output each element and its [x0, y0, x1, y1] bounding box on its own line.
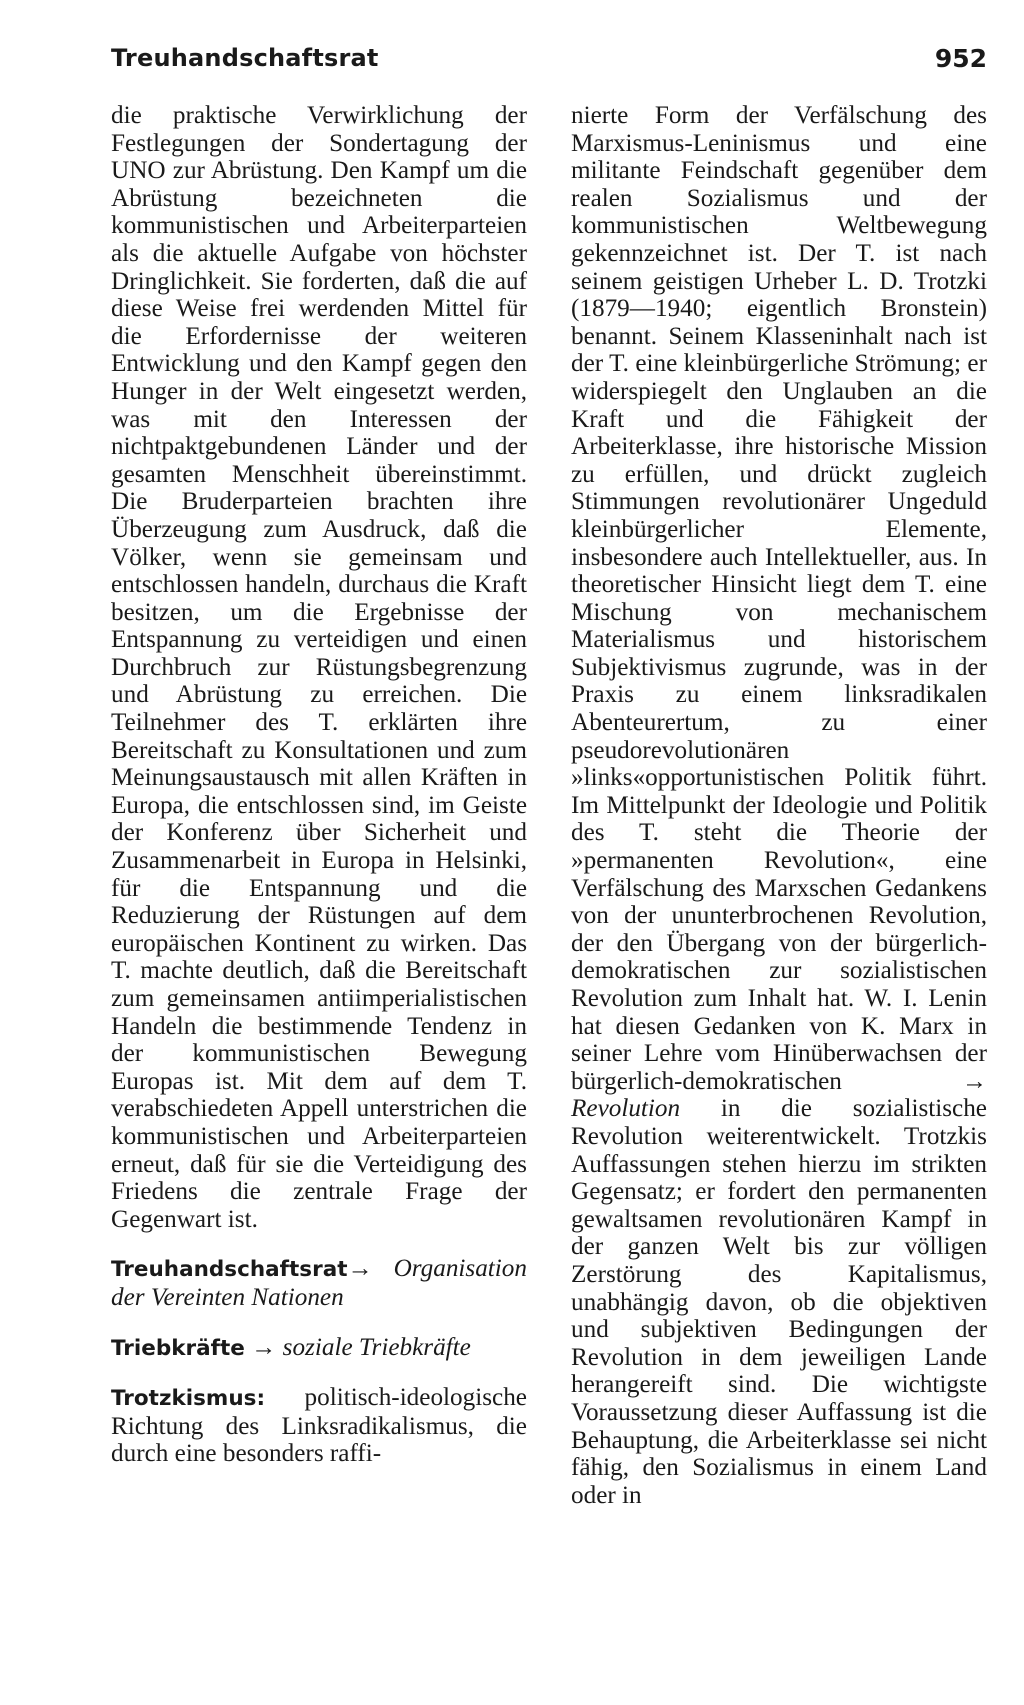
running-head: Treuhandschaftsrat [111, 44, 379, 72]
cross-reference: Revolution [571, 1095, 681, 1123]
entry-headword: Triebkräfte [111, 1335, 245, 1361]
entry-headword: Trotzkismus: [111, 1386, 266, 1412]
cross-reference-arrow: → [251, 1333, 277, 1361]
cross-reference: soziale Triebkräfte [282, 1333, 471, 1361]
entry-text: politisch-ideologische Richtung des Linksradikalismus, die durch eine besonders raffi- [111, 1384, 527, 1468]
left-column [111, 102, 527, 1468]
right-column [571, 102, 987, 1509]
cross-reference: Organisation der Vereinten Nationen [111, 1255, 527, 1311]
entry-treuhandschaftsrat [111, 1255, 527, 1311]
cross-reference-arrow: → [961, 1067, 987, 1095]
entry-headword: Treuhandschaftsrat [111, 1257, 348, 1283]
page-header [111, 44, 987, 84]
cross-reference-arrow: → [347, 1255, 373, 1283]
entry-triebkraefte [111, 1334, 527, 1363]
trotzkismus-continuation [571, 102, 987, 1509]
continuation-paragraph: die praktische Verwirklichung der Festlegungen der Sondertagung der UNO zur Abrüstung. Den Kampf um die Abrüstung bezeichneten die kommunistischen und Arbeiterparteien als die aktuelle Aufgabe von höchster Dringlichkeit. Sie forderten, daß die auf diese Weise frei werdenden Mittel für die Erfordernisse der weiteren Entwicklung und den Kampf gegen den Hunger in der Welt eingesetzt werden, was mit den Interessen der nichtpaktgebundenen Länder und der gesamten Menschheit übereinstimmt. Die Bruderparteien brachten ihre Überzeugung zum Ausdruck, daß die Völker, wenn sie gemeinsam und entschlossen handeln, durchaus die Kraft besitzen, um die Ergebnisse der Entspannung zu verteidigen und einen Durchbruch zur Rüstungsbegrenzung und Abrüstung zu erreichen. Die Teilnehmer des T. erklärten ihre Bereitschaft zu Konsultationen und zum Meinungsaustausch mit allen Kräften in Europa, die entschlossen sind, im Geiste der Konferenz über Sicherheit und Zusammenarbeit in Europa in Helsinki, für die Entspannung und die Reduzierung der Rüstungen auf dem europäischen Kontinent zu wirken. Das T. machte deutlich, daß die Bereitschaft zum gemeinsamen antiimperialistischen Handeln die bestimmende Tendenz in der kommunistischen Bewegung Europas ist. Mit dem auf dem T. verabschiedeten Appell unterstrichen die kommunistischen und Arbeiterparteien erneut, daß für sie die Verteidigung des Friedens die zentrale Frage der Gegenwart ist. [111, 102, 527, 1233]
entry-trotzkismus [111, 1384, 527, 1468]
page-number: 952 [934, 44, 987, 73]
entry-text: in die sozialistische Revolution weiterentwickelt. Trotzkis Auffassungen stehen hierzu im strikten Gegensatz; er fordert den permanenten gewaltsamen revolutionären Kampf in der ganzen Welt bis zur völligen Zerstörung des Kapitalismus, unabhängig davon, ob die objektiven und subjektiven Bedingungen der Revolution in dem jeweiligen Lande herangereift sind. Die wichtigste Voraussetzung dieser Auffassung ist die Behauptung, die Arbeiterklasse sei nicht fähig, den Sozialismus in einem Land oder in [571, 1095, 987, 1509]
entry-text: nierte Form der Verfälschung des Marxismus-Leninismus und eine militante Feindschaft gegenüber dem realen Sozialismus und der kommunistischen Weltbewegung gekennzeichnet ist. Der T. ist nach seinem geistigen Urheber L. D. Trotzki (1879—1940; eigentlich Bronstein) benannt. Seinem Klasseninhalt nach ist der T. eine kleinbürgerliche Strömung; er widerspiegelt den Unglauben an die Kraft und die Fähigkeit der Arbeiterklasse, ihre historische Mission zu erfüllen, und drückt zugleich Stimmungen revolutionärer Ungeduld kleinbürgerlicher Elemente, insbesondere auch Intellektueller, aus. In theoretischer Hinsicht liegt dem T. eine Mischung von mechanischem Materialismus und historischem Subjektivismus zugrunde, was in der Praxis zu einem linksradikalen Abenteurertum, zu einer pseudorevolutionären »links«opportunistischen Politik führt. Im Mittelpunkt der Ideologie und Politik des T. steht die Theorie der »permanenten Revolution«, eine Verfälschung des Marxschen Gedankens von der ununterbrochenen Revolution, der den Übergang von der bürgerlich-demokratischen zur sozialistischen Revolution zum Inhalt hat. W. I. Lenin hat diesen Gedanken von K. Marx in seiner Lehre vom Hinüberwachsen der bürgerlich-demokratischen [571, 102, 987, 1095]
